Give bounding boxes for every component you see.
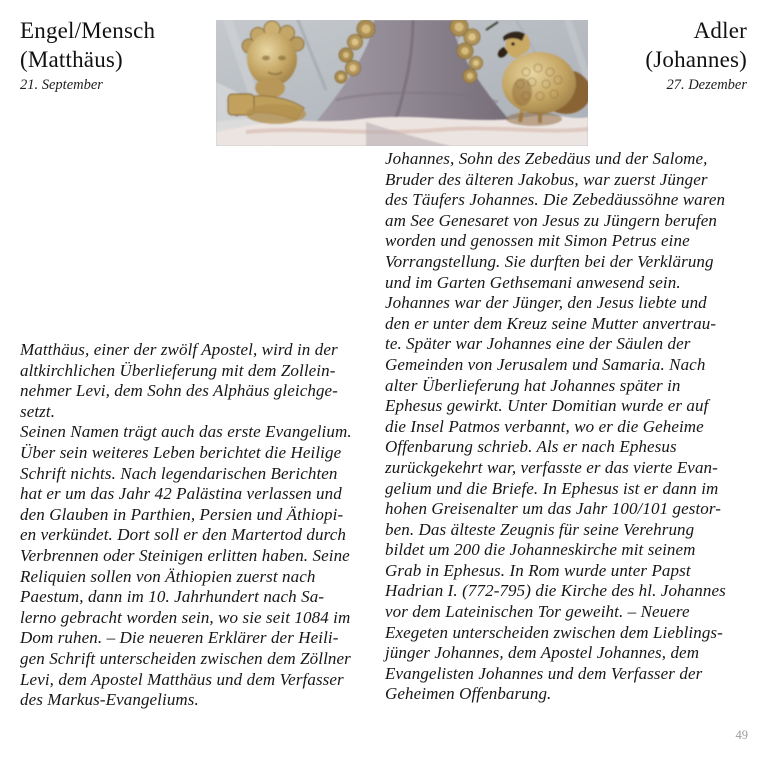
text-line: worden und genossen mit Simon Petrus eine [385, 231, 690, 251]
text-line: Levi, dem Apostel Matthäus und dem Verfasser [20, 669, 344, 689]
text-line: Hadrian I. (772-795) die Kirche des hl. Johannes [385, 581, 726, 601]
text-line: Schrift nichts. Nach legendarischen Berichten [20, 463, 338, 483]
text-line: Vorrangstellung. Sie durften bei der Verklärung [385, 251, 714, 271]
text-line: Geheimen Offenbarung. [385, 684, 552, 704]
right-feast-date: 27. Dezember [666, 77, 747, 93]
text-line: altkirchlichen Überlieferung mit dem Zollein- [20, 360, 336, 380]
text-line: jünger Johannes, dem Apostel Johannes, dem [385, 643, 700, 663]
johannes-text-column [385, 149, 761, 705]
text-line: Über sein weiteres Leben berichtet die Heilige [20, 442, 342, 462]
page-number: 49 [735, 728, 748, 742]
text-line: und im Garten Gethsemani anwesend sein. [385, 272, 681, 292]
text-line: gelium und die Briefe. In Ephesus ist er dann im [385, 478, 719, 498]
text-line: hohen Greisenalter um das Jahr 100/101 gestor- [385, 499, 722, 519]
text-line: Ephesus gewirkt. Unter Domitian wurde er auf [385, 396, 709, 416]
matthaeus-text-column [20, 340, 376, 711]
text-line: nehmer Levi, dem Sohn des Alphäus gleichge- [20, 381, 338, 401]
left-feast-date: 21. September [20, 77, 103, 93]
text-line: Matthäus, einer der zwölf Apostel, wird in der [20, 340, 338, 359]
text-line: des Markus-Evangeliums. [20, 690, 199, 710]
photo-illustration [216, 20, 588, 146]
text-line: ben. Das älteste Zeugnis für seine Verehrung [385, 519, 695, 539]
text-line: te. Später war Johannes eine der Säulen der [385, 334, 691, 354]
text-line: Offenbarung schrieb. Als er nach Ephesus [385, 437, 677, 457]
text-line: Reliquien sollen von Äthiopien zuerst nach [20, 566, 316, 586]
text-line: Johannes, Sohn des Zebedäus und der Salome, [385, 149, 708, 168]
left-section-heading [20, 16, 155, 94]
text-line: den er unter dem Kreuz seine Mutter anvertrau- [385, 313, 717, 333]
text-line: bildet um 200 die Johanneskirche mit seinem [385, 540, 696, 560]
text-line: Dom ruhen. – Die neueren Erklärer der Heili- [20, 628, 339, 648]
text-line: Johannes war der Jünger, den Jesus liebte und [385, 293, 707, 313]
text-line: den Glauben in Parthien, Persien und Äthiopi- [20, 504, 344, 524]
right-title-line-2: (Johannes) [645, 47, 747, 72]
right-title-line-1: Adler [693, 18, 747, 43]
text-line: Exegeten unterscheiden zwischen dem Lieblings- [385, 622, 723, 642]
text-line: Verbrennen oder Steinigen erlitten haben. Seine [20, 545, 350, 565]
text-line: zurückgekehrt war, verfasste er das vierte Evan- [385, 457, 718, 477]
text-line: Seinen Namen trägt auch das erste Evangelium. [20, 422, 352, 442]
text-line: Evangelisten Johannes und dem Verfasser der [385, 663, 703, 683]
text-line: die Insel Patmos verbannt, wo er die Geheime [385, 416, 704, 436]
text-line: Bruder des älteren Jakobus, war zuerst Jünger [385, 169, 708, 189]
text-line: alter Überlieferung hat Johannes später in [385, 375, 681, 395]
left-title-line-1: Engel/Mensch [20, 18, 156, 43]
text-line: lerno gebracht worden sein, wo sie seit 1084 im [20, 607, 351, 627]
text-line: des Täufers Johannes. Die Zebedäussöhne waren [385, 190, 726, 210]
text-line: gen Schrift unterscheiden zwischen dem Zöllner [20, 648, 351, 668]
right-section-heading [645, 16, 747, 94]
text-line: hat er um das Jahr 42 Palästina verlassen und [20, 484, 342, 504]
text-line: en verkündet. Dort soll er den Martertod durch [20, 525, 346, 545]
text-line: Grab in Ephesus. In Rom wurde unter Papst [385, 560, 691, 580]
text-line: Paestum, dann im 10. Jahrhundert nach Sa- [20, 587, 325, 607]
left-title-line-2: (Matthäus) [20, 47, 123, 72]
text-line: am See Genesaret von Jesus zu Jüngern berufen [385, 210, 717, 230]
evangelist-symbols-photo [216, 20, 588, 146]
text-line: Gemeinden von Jerusalem und Samaria. Nach [385, 354, 706, 374]
text-line: vor dem Lateinischen Tor geweiht. – Neuere [385, 602, 690, 622]
text-line: setzt. [20, 401, 56, 421]
